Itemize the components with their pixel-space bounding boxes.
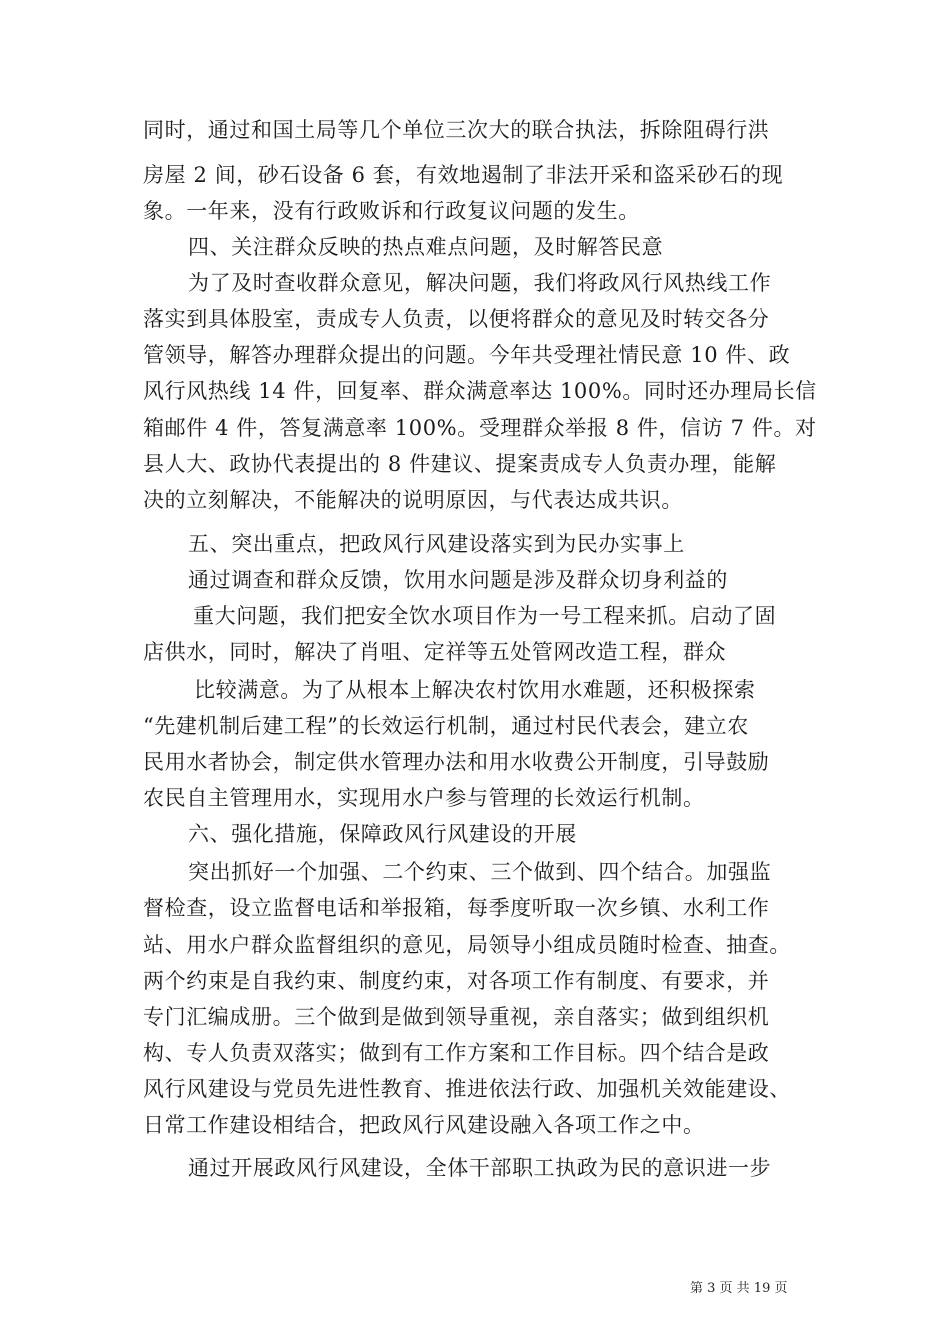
text-line: 日常工作建设相结合，把政风行风建设融入各项工作之中。 <box>143 1113 705 1137</box>
text-line: 落实到具体股室，责成专人负责，以便将群众的意见及时转交各分 <box>143 307 770 331</box>
text-line: 房屋 2 间，砂石设备 6 套，有效地遏制了非法开采和盗采砂石的现 <box>143 163 784 187</box>
text-line: 构、专人负责双落实；做到有工作方案和工作目标。四个结合是政 <box>143 1041 770 1065</box>
text-line: 风行风建设与党员先进性教育、推进依法行政、加强机关效能建设、 <box>143 1077 791 1101</box>
text-line: 县人大、政协代表提出的 8 件建议、提案责成专人负责办理，能解 <box>143 452 777 476</box>
text-line: 管领导，解答办理群众提出的问题。今年共受理社情民意 10 件、政 <box>143 343 791 367</box>
text-line: 比较满意。为了从根本上解决农村饮用水难题，还积极探索 <box>194 678 756 702</box>
text-line: “先建机制后建工程”的长效运行机制，通过村民代表会，建立农 <box>143 714 749 738</box>
page-number-footer: 第 3 页 共 19 页 <box>690 1281 788 1296</box>
text-line: 重大问题，我们把安全饮水项目作为一号工程来抓。启动了固 <box>193 604 777 628</box>
text-line: 专门汇编成册。三个做到是做到领导重视，亲自落实；做到组织机 <box>143 1005 770 1029</box>
text-line: 通过开展政风行风建设，全体干部职工执政为民的意识进一步 <box>188 1156 772 1180</box>
text-line: 农民自主管理用水，实现用水户参与管理的长效运行机制。 <box>143 786 705 810</box>
section-heading: 四、关注群众反映的热点难点问题，及时解答民意 <box>188 235 664 259</box>
text-line: 民用水者协会，制定供水管理办法和用水收费公开制度，引导鼓励 <box>143 750 770 774</box>
section-heading: 六、强化措施，保障政风行风建设的开展 <box>188 822 577 846</box>
text-line: 两个约束是自我约束、制度约束，对各项工作有制度、有要求，并 <box>143 969 770 993</box>
text-line: 同时，通过和国土局等几个单位三次大的联合执法，拆除阻碍行洪 <box>143 118 770 142</box>
text-line: 决的立刻解决，不能解决的说明原因，与代表达成共识。 <box>143 488 683 512</box>
text-line: 风行风热线 14 件，回复率、群众满意率达 100%。同时还办理局长信 <box>143 379 817 403</box>
text-line: 箱邮件 4 件，答复满意率 100%。受理群众举报 8 件，信访 7 件。对 <box>143 416 817 440</box>
text-line: 象。一年来，没有行政败诉和行政复议问题的发生。 <box>143 199 640 223</box>
text-line: 通过调查和群众反馈，饮用水问题是涉及群众切身利益的 <box>188 568 728 592</box>
text-line: 店供水，同时，解决了肖咀、定祥等五处管网改造工程，群众 <box>143 640 727 664</box>
text-line: 为了及时查收群众意见，解决问题，我们将政风行风热线工作 <box>188 271 772 295</box>
text-line: 督检查，设立监督电话和举报箱，每季度听取一次乡镇、水利工作 <box>143 896 770 920</box>
text-line: 站、用水户群众监督组织的意见，局领导小组成员随时检查、抽查。 <box>143 933 791 957</box>
text-line: 突出抓好一个加强、二个约束、三个做到、四个结合。加强监 <box>188 860 772 884</box>
section-heading: 五、突出重点，把政风行风建设落实到为民办实事上 <box>188 532 685 556</box>
